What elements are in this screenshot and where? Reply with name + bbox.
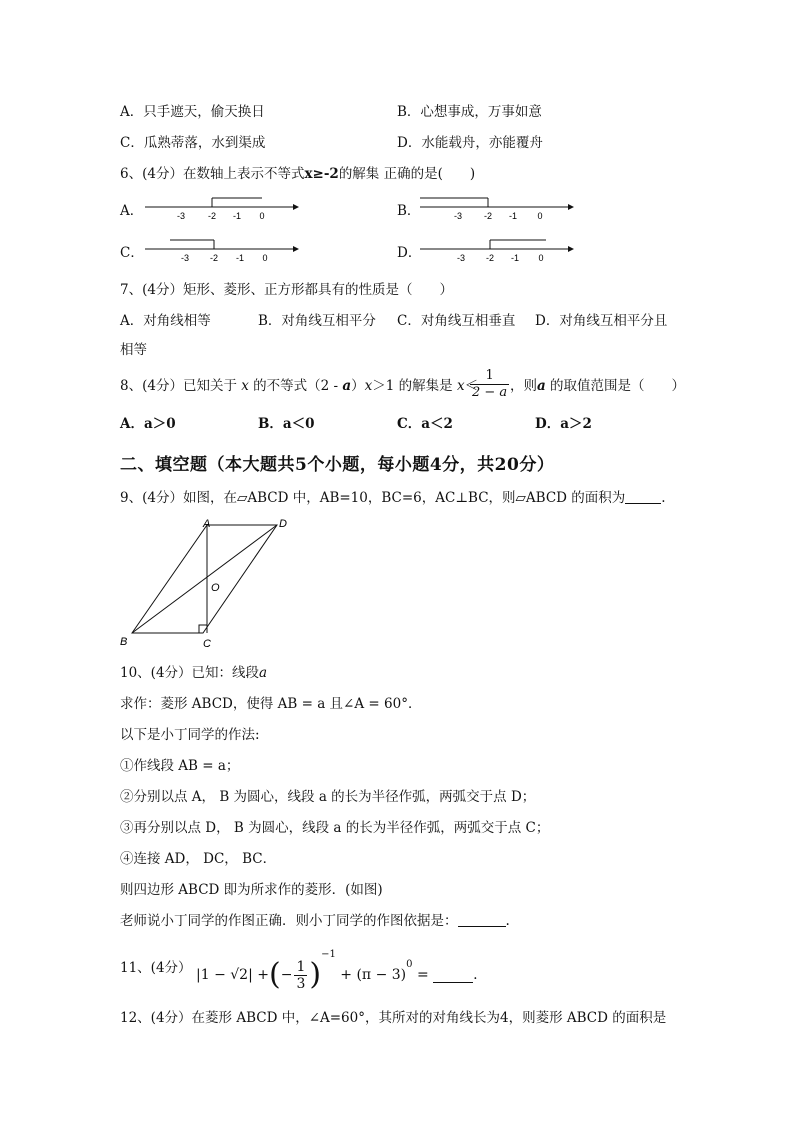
q6a-tick-neg2: -2 (207, 211, 217, 221)
q11-answer-blank (433, 968, 473, 983)
q10-line-8: 老师说小丁同学的作图正确．则小丁同学的作图依据是： . (120, 913, 510, 929)
q10-line-2: 以下是小丁同学的作法: (120, 727, 260, 743)
q10-line-3: ①作线段 AB = a； (120, 758, 240, 774)
q6b-tick-0: 0 (537, 211, 543, 221)
q6-number-line-c (145, 237, 305, 265)
q6-stem: 6、(4分）在数轴上表示不等式x≥-2的解集 正确的是( ) (120, 166, 476, 182)
q6a-tick-neg1: -1 (232, 211, 242, 221)
q9-parallelogram-figure (115, 515, 295, 655)
q8-stem: 8、(4分）已知关于 x 的不等式（2 - a）x＞1 的解集是 x＜ (120, 378, 479, 394)
q10-line-6: ④连接 AD， DC， BC． (120, 851, 277, 867)
q8-fraction: $\frac{1}{2 - a}$ (472, 368, 508, 400)
q6d-tick-neg2: -2 (485, 253, 495, 263)
q10-stem: 10、(4分）已知：线段a (120, 665, 268, 681)
q8-option-c: C．a＜2 (397, 416, 453, 432)
q7-option-d-cont: 相等 (120, 342, 147, 358)
q6-option-a-label: A． (120, 203, 144, 219)
q6a-tick-0: 0 (259, 211, 265, 221)
q7-stem: 7、(4分）矩形、菱形、正方形都具有的性质是（ ） (120, 282, 453, 298)
q10-line-4: ②分别以点 A， B 为圆心，线段 a 的长为半径作弧，两弧交于点 D； (120, 789, 536, 805)
q6-number-line-d (420, 237, 580, 265)
q6d-tick-0: 0 (538, 253, 544, 263)
q6-option-d-label: D． (397, 245, 422, 261)
q6c-tick-neg3: -3 (180, 253, 190, 263)
q8-stem-end: ，则a 的取值范围是（ ） (510, 378, 686, 394)
q9-label-c: C (203, 638, 211, 650)
section-heading-fill-in: 二、填空题（本大题共5个小题，每小题4分，共20分） (120, 455, 555, 475)
q8-option-b: B．a＜0 (258, 416, 315, 432)
q7-option-c: C．对角线互相垂直 (397, 313, 516, 329)
q8-option-d: D．a＞2 (535, 416, 592, 432)
q5-option-d: D．水能载舟，亦能覆舟 (397, 135, 543, 151)
q6-number-line-a (145, 195, 305, 223)
q6c-tick-neg1: -1 (235, 253, 245, 263)
q5-option-b: B．心想事成，万事如意 (397, 104, 542, 120)
q10-answer-blank (458, 912, 506, 927)
q6d-tick-neg1: -1 (510, 253, 520, 263)
q9-stem: 9、(4分）如图，在▱ABCD 中，AB=10，BC=6，AC⊥BC，则▱ABCD 的面积为 . (120, 490, 666, 506)
q10-line-1: 求作：菱形 ABCD，使得 AB = a 且∠A = 60°． (120, 696, 422, 712)
q6c-tick-0: 0 (262, 253, 268, 263)
q9-label-d: D (279, 518, 287, 530)
q5-option-a: A．只手遮天，偷天换日 (120, 104, 265, 120)
q6a-tick-neg3: -3 (176, 211, 186, 221)
q6b-tick-neg1: -1 (508, 211, 518, 221)
q11-expression: |1 − √2| +(− $\frac{1}{3}$ )$^{-1} + (\pi - 3)^0$ = . (196, 949, 478, 992)
q6-option-c-label: C． (120, 245, 144, 261)
q11-stem: 11、(4分） (120, 960, 192, 976)
q6d-tick-neg3: -3 (456, 253, 466, 263)
q9-label-o: O (211, 582, 220, 594)
q6-number-line-b (420, 195, 580, 223)
q7-option-b: B．对角线互相平分 (258, 313, 376, 329)
q7-option-d: D．对角线互相平分且 (535, 313, 668, 329)
q6-option-b-label: B． (397, 203, 421, 219)
q10-line-7: 则四边形 ABCD 即为所求作的菱形．(如图) (120, 882, 383, 898)
q5-option-c: C．瓜熟蒂落，水到渠成 (120, 135, 266, 151)
q6b-tick-neg3: -3 (453, 211, 463, 221)
q10-line-5: ③再分别以点 D， B 为圆心，线段 a 的长为半径作弧，两弧交于点 C； (120, 820, 550, 836)
q6c-tick-neg2: -2 (209, 253, 219, 263)
q7-option-a: A．对角线相等 (120, 313, 211, 329)
q6b-tick-neg2: -2 (483, 211, 493, 221)
q12-stem: 12、(4分）在菱形 ABCD 中，∠A=60°，其所对的对角线长为4，则菱形 ABCD 的面积是 (120, 1010, 667, 1026)
q8-option-a: A．a＞0 (120, 416, 176, 432)
q9-answer-blank (625, 489, 661, 504)
q9-label-b: B (120, 636, 128, 648)
q9-label-a: A (203, 518, 211, 530)
